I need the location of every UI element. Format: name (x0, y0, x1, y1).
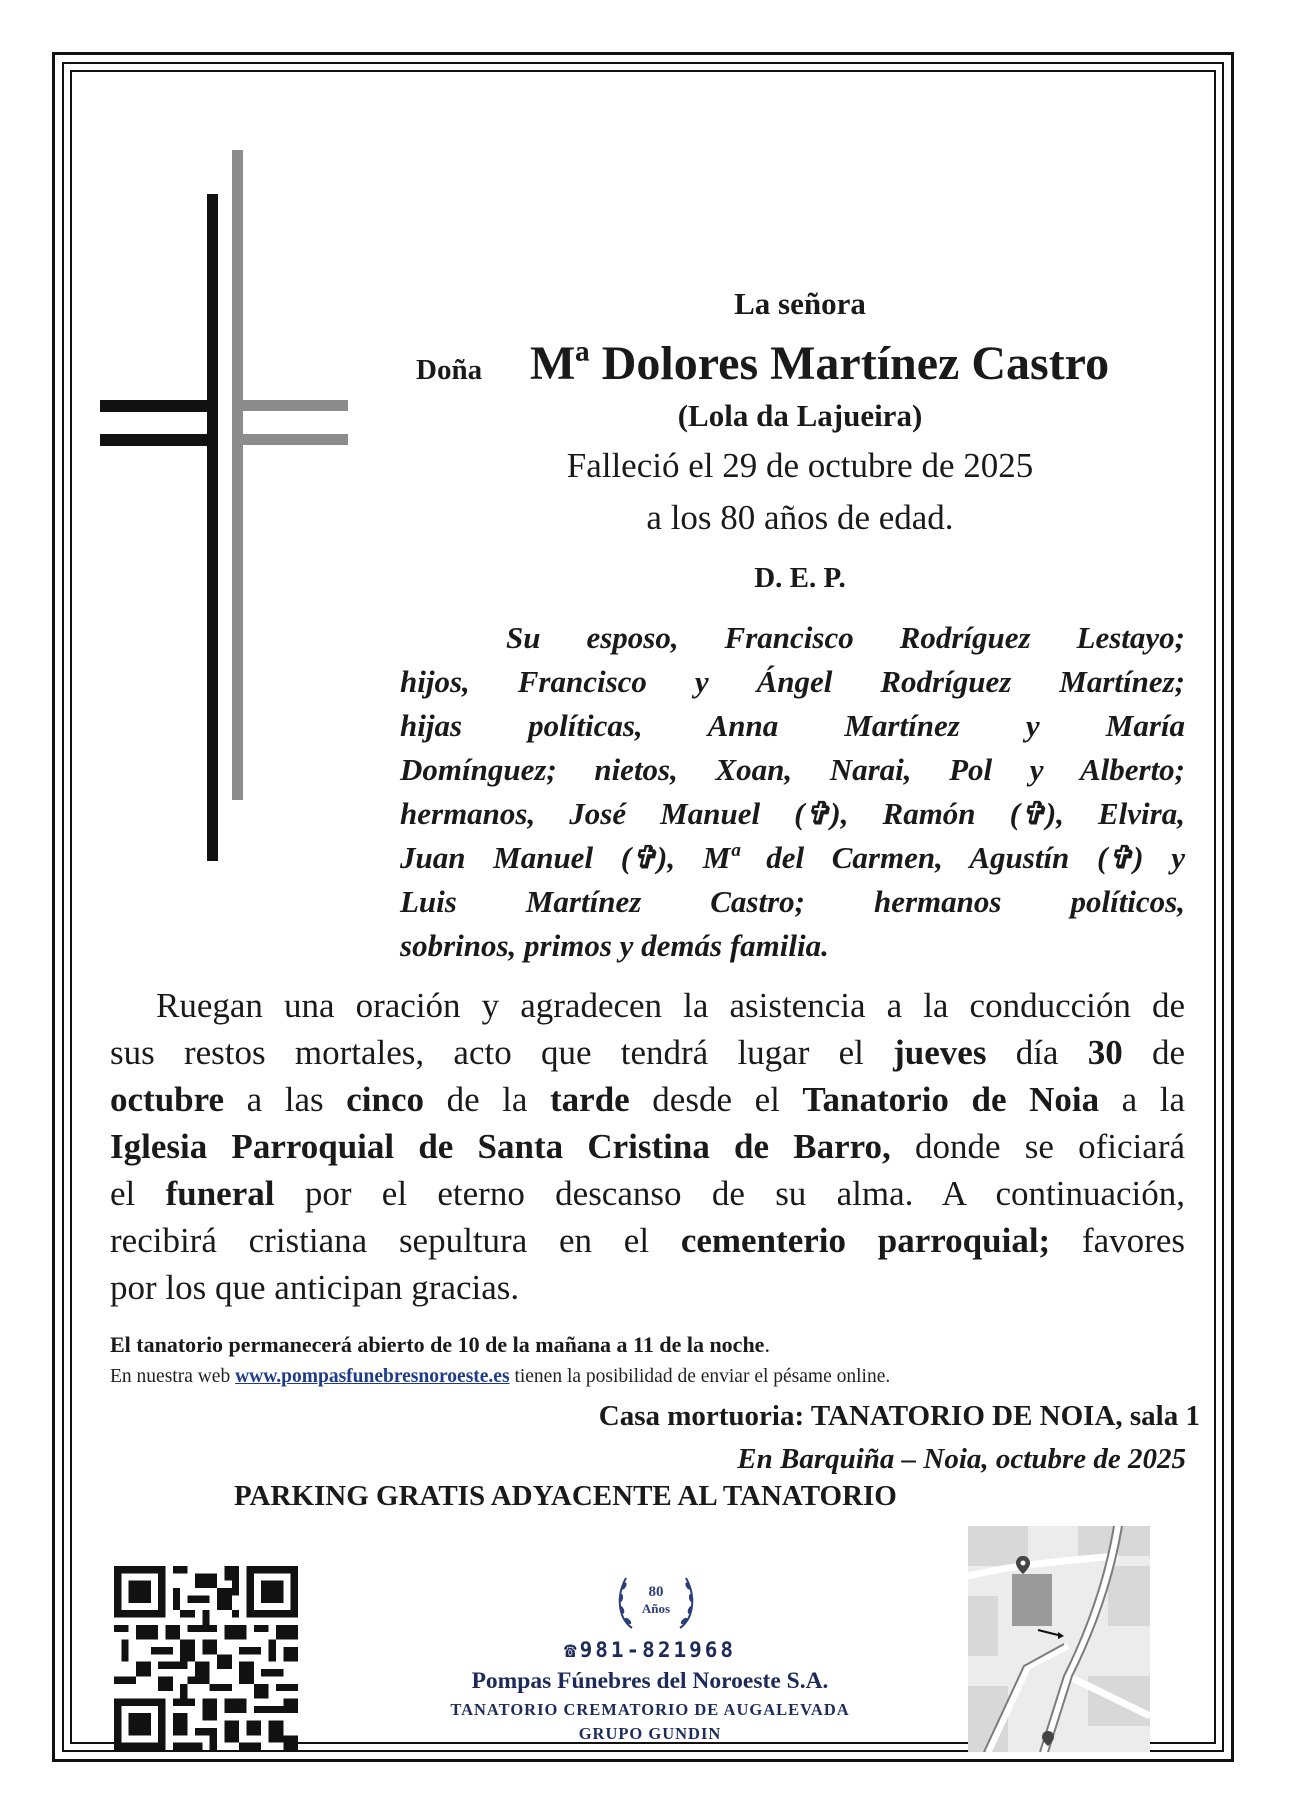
honorific: Doña (416, 354, 483, 386)
family-line: Luis Martínez Castro; hermanos políticos, (400, 884, 1185, 919)
crematorium-line: TANATORIO CREMATORIO DE AUGALEVADA (450, 1700, 850, 1719)
cross-gray-vertical (232, 150, 243, 800)
ceremony-line: octubre a las cinco de la tarde desde el Tanatorio de Noia a la (110, 1080, 1186, 1119)
deceased-name: Mª Dolores Martínez Castro (530, 337, 1110, 390)
ceremony-line: Iglesia Parroquial de Santa Cristina de Barro, donde se oficiará (110, 1127, 1186, 1166)
ceremony-line: el funeral por el eterno descanso de su alma. A continuación, (110, 1174, 1185, 1213)
qr-code-icon[interactable] (114, 1566, 298, 1750)
family-line: Su esposo, Francisco Rodríguez Lestayo; (506, 620, 1185, 655)
ceremony-line: sus restos mortales, acto que tendrá lugar el jueves día 30 de (110, 1033, 1185, 1072)
title-line: La señora (734, 286, 866, 321)
location-map-icon[interactable] (968, 1526, 1150, 1752)
family-line: Domínguez; nietos, Xoan, Narai, Pol y Alberto; (400, 752, 1185, 787)
family-line: hijas políticas, Anna Martínez y María (400, 708, 1185, 743)
phone-number[interactable]: ☎981-821968 (563, 1638, 737, 1662)
logo-word: Años (641, 1601, 671, 1616)
funeral-home-line: Casa mortuoria: TANATORIO DE NOIA, sala 1 (598, 1400, 1200, 1432)
ceremony-paragraph (110, 982, 1185, 1311)
dep-line: D. E. P. (754, 562, 846, 594)
logo-number: 80 (648, 1584, 664, 1600)
family-line: sobrinos, primos y demás familia. (400, 928, 829, 963)
cross-black-arm-top (100, 400, 218, 412)
phone-icon: ☎ (563, 1638, 580, 1662)
family-line: hermanos, José Manuel (✞), Ramón (✞), Elvira, (400, 796, 1185, 831)
family-line: hijos, Francisco y Ángel Rodríguez Martínez; (400, 664, 1185, 699)
ceremony-line: recibirá cristiana sepultura en el cementerio parroquial; favores (110, 1221, 1185, 1260)
parking-notice: PARKING GRATIS ADYACENTE AL TANATORIO (234, 1480, 897, 1512)
family-line: Juan Manuel (✞), Mª del Carmen, Agustín (✞) y (400, 840, 1185, 875)
family-paragraph (400, 616, 1185, 968)
name-row (400, 336, 1220, 396)
group-line: GRUPO GUNDIN (578, 1724, 722, 1743)
cross-gray-arm-top (232, 400, 348, 411)
cross-gray-arm-bottom (232, 434, 348, 445)
cross-black-arm-bottom (100, 434, 218, 446)
company-name: Pompas Fúnebres del Noroeste S.A. (471, 1668, 829, 1694)
opening-hours-note: El tanatorio permanecerá abierto de 10 de la mañana a 11 de la noche. (110, 1332, 770, 1357)
ceremony-line: Ruegan una oración y agradecen la asistencia a la conducción de (156, 986, 1185, 1025)
death-date-line: Falleció el 29 de octubre de 2025 (566, 446, 1034, 485)
place-date-line: En Barquiña – Noia, octubre de 2025 (737, 1443, 1186, 1475)
website-link[interactable]: www.pompasfunebresnoroeste.es (235, 1366, 510, 1387)
cross-icon (100, 150, 360, 870)
age-line: a los 80 años de edad. (646, 498, 954, 537)
nickname: (Lola da Lajueira) (677, 398, 923, 433)
anniversary-logo-icon (612, 1560, 700, 1640)
ceremony-line: por los que anticipan gracias. (110, 1268, 520, 1307)
cross-black-vertical (207, 194, 218, 861)
web-condolence-note: En nuestra web www.pompasfunebresnoroeste.es tienen la posibilidad de enviar el pésame online. (110, 1366, 891, 1387)
